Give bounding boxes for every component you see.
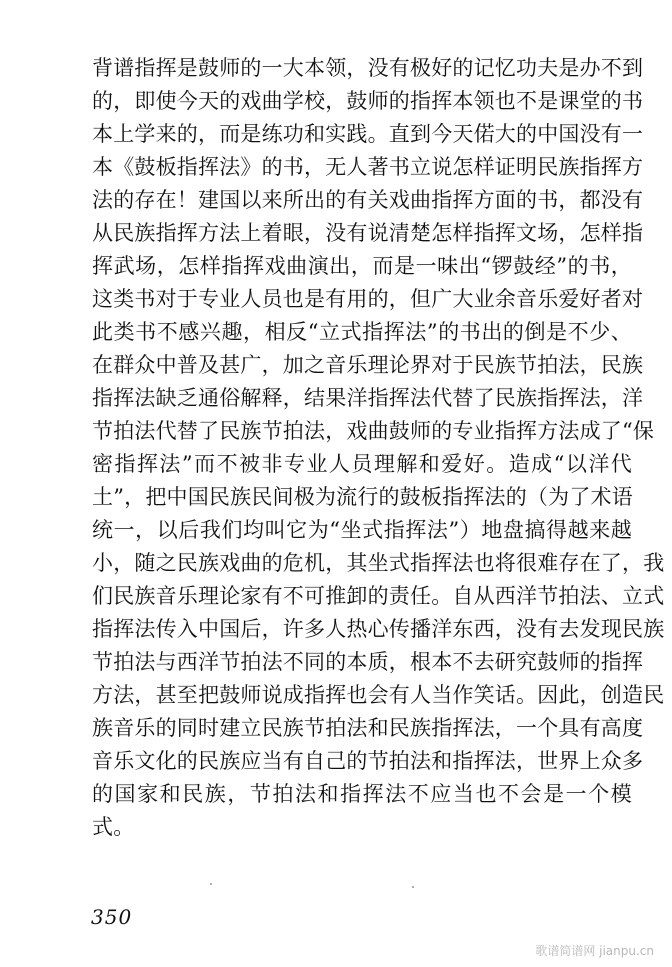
body-text (92, 52, 665, 844)
text-line: 的，即使今天的戏曲学校，鼓师的指挥本领也不是课堂的书 (92, 89, 644, 113)
text-line: 挥武场，怎样指挥戏曲演出，而是一味出“锣鼓经”的书， (92, 254, 632, 278)
text-line: 指挥法缺乏通俗解释，结果洋指挥法代替了民族指挥法，洋 (92, 386, 644, 410)
text-line: 的国家和民族，节拍法和指挥法不应当也不会是一个模 (92, 782, 632, 806)
text-line: 法的存在！建国以来所出的有关戏曲指挥方面的书，都没有 (92, 188, 644, 212)
scan-speck (412, 886, 414, 888)
text-line: 小，随之民族戏曲的危机，其坐式指挥法也将很难存在了，我 (92, 551, 665, 575)
page-number: 350 (91, 905, 133, 929)
text-line: 节拍法与西洋节拍法不同的本质，根本不去研究鼓师的指挥 (92, 650, 644, 674)
text-line: 这类书对于专业人员也是有用的，但广大业余音乐爱好者对 (92, 287, 644, 311)
text-line: 从民族指挥方法上着眼，没有说清楚怎样指挥文场，怎样指 (92, 221, 644, 245)
scan-speck (210, 883, 212, 885)
text-line: 此类书不感兴趣，相反“立式指挥法”的书出的倒是不少、 (92, 320, 632, 344)
text-line: 在群众中普及甚广，加之音乐理论界对于民族节拍法，民族 (92, 353, 644, 377)
watermark: 歌谱简谱网 jianpu.cn (535, 944, 654, 958)
text-line: 式。 (92, 815, 135, 839)
text-line: 音乐文化的民族应当有自己的节拍法和指挥法，世界上众多 (92, 749, 644, 773)
text-line: 背谱指挥是鼓师的一大本领，没有极好的记忆功夫是办不到 (92, 56, 644, 80)
text-line: 本《鼓板指挥法》的书，无人著书立说怎样证明民族指挥方 (92, 155, 644, 179)
text-line: 指挥法传入中国后，许多人热心传播洋东西，没有去发现民族 (92, 617, 665, 641)
text-line: 土”，把中国民族民间极为流行的鼓板指挥法的（为了术语 (92, 485, 633, 509)
text-line: 统一，以后我们均叫它为“坐式指挥法”）地盘搞得越来越 (92, 518, 632, 542)
text-line: 本上学来的，而是练功和实践。直到今天偌大的中国没有一 (92, 122, 644, 146)
text-line: 方法，甚至把鼓师说成指挥也会有人当作笑话。因此，创造民 (92, 683, 665, 707)
text-line: 族音乐的同时建立民族节拍法和民族指挥法，一个具有高度 (92, 716, 644, 740)
text-line: 节拍法代替了民族节拍法，戏曲鼓师的专业指挥方法成了“保 (92, 419, 655, 443)
text-line: 们民族音乐理论家有不可推卸的责任。自从西洋节拍法、立式 (92, 584, 665, 608)
text-line: 密指挥法”而不被非专业人员理解和爱好。造成“以洋代 (92, 452, 632, 476)
